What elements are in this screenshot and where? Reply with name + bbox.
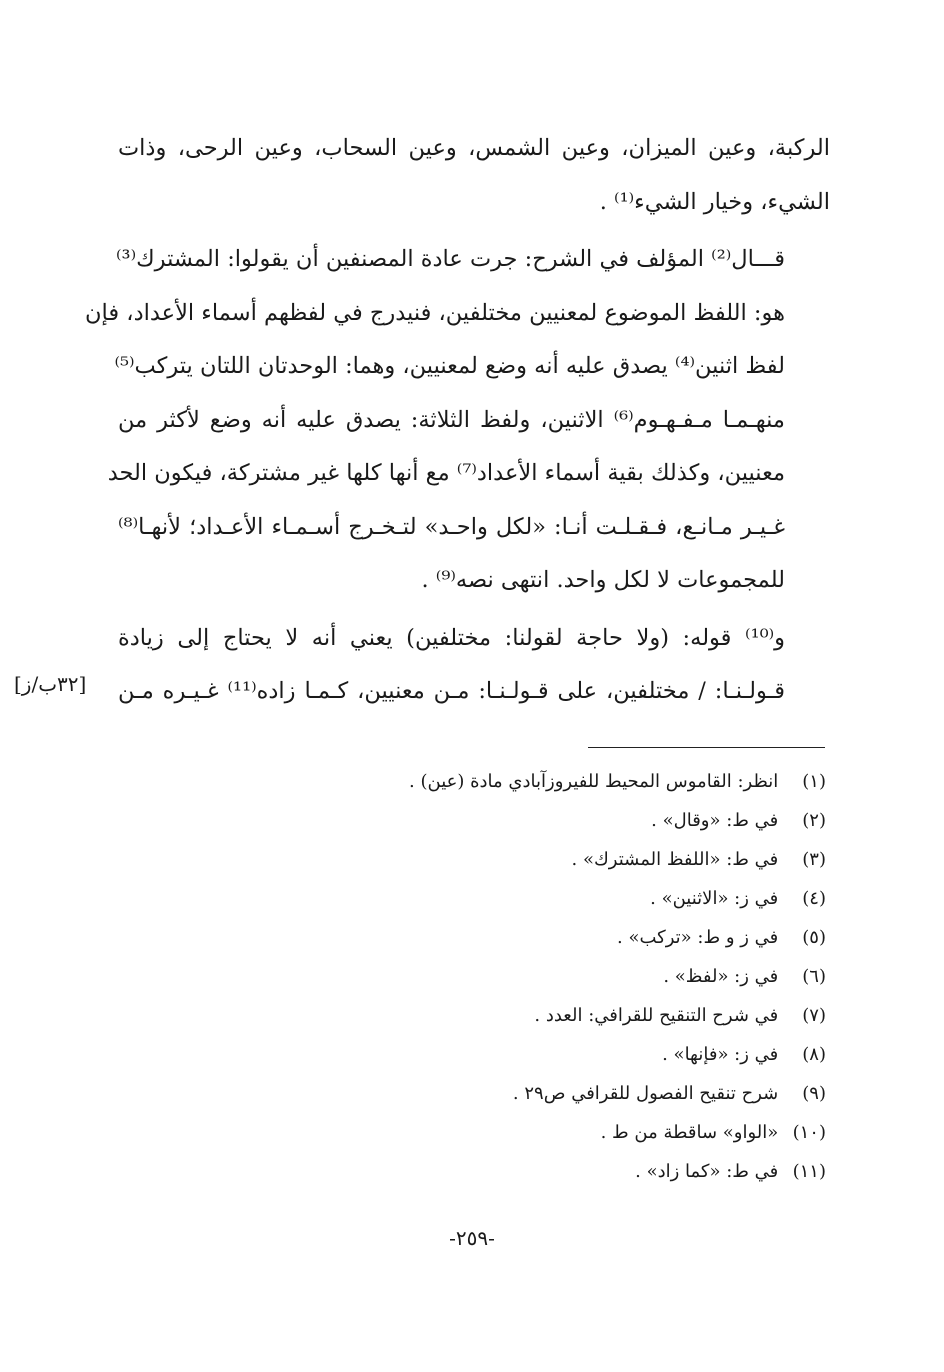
text-line: للمجموعات لا لكل واحد. انتهى نصه⁽⁹⁾ . (421, 567, 785, 593)
text-line: الركبة، وعين الميزان، وعين الشمس، وعين السحاب، وعين الرحى، وذات (118, 135, 830, 161)
footnote-number: (١) (802, 771, 826, 792)
text-line: معنيين، وكذلك بقية أسماء الأعداد⁽⁷⁾ مع أنها كلها غير مشتركة، فيكون الحد (107, 460, 785, 486)
footnote-item (114, 918, 826, 957)
footnote-number: (٤) (802, 888, 826, 909)
footnote-separator (588, 747, 825, 748)
text-line: قـــال⁽²⁾ المؤلف في الشرح: جرت عادة المصنفين أن يقولوا: المشترك⁽³⁾ (116, 246, 785, 272)
footnote-item (114, 1074, 826, 1113)
paragraph-3 (118, 612, 830, 719)
footnote-item (114, 1035, 826, 1074)
margin-manuscript-reference: [٣٢ب/ز] (14, 672, 87, 696)
footnote-item (114, 840, 826, 879)
footnote-number: (٧) (802, 1005, 826, 1026)
footnote-item (114, 1113, 826, 1152)
footnote-text: في ز: «الاثنين» . (650, 888, 779, 909)
footnote-text: في ط: «كما زاد» . (635, 1161, 779, 1182)
paragraph-2 (85, 233, 830, 608)
footnote-text: في ط: «وقال» . (651, 810, 779, 831)
footnote-item (114, 1152, 826, 1191)
footnote-number: (٨) (802, 1044, 826, 1065)
text-line: هو: اللفظ الموضوع لمعنيين مختلفين، فنيدرج في لفظهم أسماء الأعداد، فإن (85, 299, 785, 326)
footnote-text: انظر: القاموس المحيط للفيروزآبادي مادة (عين) . (409, 771, 779, 792)
main-text (85, 122, 830, 719)
text-line: غـيـر مـانـع، فـقـلـت أنـا: «لكل واحـد» لتـخـرج أسـمـاء الأعـداد؛ لأنهـا⁽⁸⁾ (118, 513, 785, 540)
paragraph-1 (118, 122, 830, 229)
footnote-number: (٢) (802, 810, 826, 831)
footnote-number: (٥) (802, 927, 826, 948)
footnote-text: شرح تنقيح الفصول للقرافي ص٢٩ . (512, 1083, 779, 1104)
footnote-item (114, 996, 826, 1035)
footnote-text: في ز: «لفظ» . (663, 966, 779, 987)
footnote-item (114, 801, 826, 840)
text-line: لفظ اثنين⁽⁴⁾ يصدق عليه أنه وضع لمعنيين، وهما: الوحدتان اللتان يتركب⁽⁵⁾ (114, 353, 785, 379)
footnote-text: في ز و ط: «تركب» . (617, 927, 779, 948)
text-line: منهـمـا مـفـهـوم⁽⁶⁾ الاثنين، ولفظ الثلاثة: يصدق عليه أنه وضع لأكثر من (118, 406, 785, 433)
footnote-number: (١١) (792, 1161, 826, 1182)
footnotes (114, 762, 826, 1191)
footnote-number: (٦) (802, 966, 826, 987)
footnote-text: في ط: «اللفظ المشترك» . (571, 849, 779, 870)
page-number: -٢٥٩- (449, 1226, 495, 1250)
footnote-number: (١٠) (792, 1122, 826, 1143)
footnote-text: في ز: «فإنها» . (662, 1044, 779, 1065)
footnote-text: «الواو» ساقطة من ط . (600, 1122, 779, 1143)
footnote-text: في شرح التنقيح للقرافي: العدد . (534, 1005, 779, 1026)
footnote-item (114, 762, 826, 801)
footnote-item (114, 957, 826, 996)
text-line: قـولـنـا: / مختلفين، على قـولـنـا: مـن معنيين، كـمـا زاده⁽¹¹⁾ غـيـره مـن (118, 678, 785, 704)
footnote-number: (٣) (802, 849, 826, 870)
footnote-item (114, 879, 826, 918)
footnote-number: (٩) (802, 1083, 826, 1104)
text-line: و⁽¹⁰⁾ قوله: (ولا حاجة لقولنا: مختلفين) يعني أنه لا يحتاج إلى زيادة (118, 624, 786, 651)
text-line: الشيء، وخيار الشيء⁽¹⁾ . (599, 188, 830, 215)
